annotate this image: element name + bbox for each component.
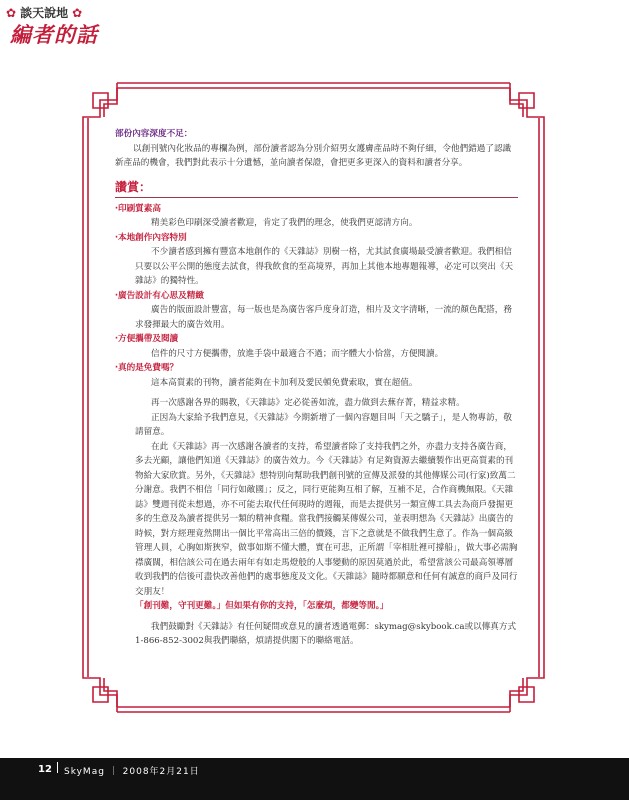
bullet-text-print: 精美彩色印刷深受讀者歡迎，肯定了我們的理念，使我們更認清方向。 [151, 218, 418, 228]
paragraph-support: 在此《天雜誌》再一次感謝各讀者的支持，希望讀者除了支持我們之外，亦盡力支持各廣告商，多去光顧，讓他們知道《天雜誌》的廣告效力。今《天雜誌》有足夠資源去繼續製作出更高質素的刊物給大家欣賞。另外，《天雜誌》想特別向幫助我們創刊號的宣傳及派發的其他傳媒公司(行家)致萬二分謝意。我們不相信「同行如敵國」；反之，同行更能夠互相了解，互補不足，合作商機無限。《天雜誌》雙週刊從未想過，亦不可能去取代任何現時的週報，而是去提供另一類宣傳工具去為商戶發掘更多的生意及為讀者提供另一類的精神食糧。當我們接觸某傳媒公司，並表明想為《天雜誌》出廣告的時候，對方經理竟然開出一個比平常高出三倍的價錢，言下之意就是不做我們生意了。作為一個高級管理人員，心胸如斯狹窄，做事如斯不懂大體，實在可悲，正所謂「宰相肚裡可撐船」，做大事必需胸襟廣闊，相信該公司在過去兩年有如走馬燈般的人事變動的原因莫過於此，希望當該公司最高領導層收到我們的信後可盡快改善他們的處事態度及文化。《天雜誌》隨時都願意和任何有誠意的商戶及同行交朋友！ [135, 441, 518, 597]
praise-heading: 讚賞： [115, 179, 152, 194]
bullet-text-ads: 廣告的版面設計豐富，每一版也是為廣告客戶度身訂造，相片及文字清晰，一流的顏色配搭，務求發揮最大的廣告效用。 [135, 305, 512, 330]
bullet-text-local: 不少讀者感到擁有豐富本地創作的《天雜誌》別樹一格，尤其試食廣場最受讀者歡迎。我們相信只要以公平公開的態度去試食，得我飲食的至高境界，再加上其他本地專題報導，必定可以突出《天雜誌》的獨特性。 [135, 247, 514, 286]
section-script-title: 編者的話 [10, 22, 98, 47]
page-number: 12 [38, 764, 52, 775]
footer-divider [57, 762, 58, 773]
bullet-heading-local: ‧本地創作內容特別 [115, 232, 187, 243]
flower-icon: ✿ [72, 5, 83, 20]
bullet-heading-ads: ‧廣告設計有心思及精緻 [115, 290, 204, 301]
bullet-text-free: 這本高質素的刊物，讀者能夠在卡加利及愛民頓免費索取，實在超值。 [151, 377, 418, 388]
column-title: 談天說地 [20, 6, 69, 20]
bullet-heading-print: ‧印刷質素高 [115, 203, 161, 214]
paragraph-thanks: 再一次感謝各界的賜教，《天雜誌》定必從善如流，盡力做到去蕪存菁，精益求精。 [151, 398, 465, 408]
bullet-heading-free: ‧真的是免費嗎？ [115, 363, 179, 373]
footer-info: SkyMag ｜ 2008年2月21日 [64, 767, 200, 777]
article-body [115, 127, 518, 649]
bullet-heading-portable: ‧方便攜帶及閱讀 [115, 334, 179, 344]
paragraph-new-section: 正因為大家給予我們意見，《天雜誌》今期新增了一個內容題目叫「天之驕子」，是人物專訪，敬請留意。 [135, 412, 512, 437]
paragraph-contact: 我們鼓勵對《天雜誌》有任何疑問或意見的讀者透過電郵：skymag@skybook.ca或以傳真方式 1-866-852-3002與我們聯絡，煩請提供閣下的聯絡電話。 [135, 621, 517, 646]
section-heading-depth: 部份內容深度不足： [115, 129, 193, 139]
page-footer [0, 758, 629, 800]
slogan: 「創刊難，守刊更難。」但如果有你的支持，「怎麼煩，都變等閒。」 [135, 601, 389, 611]
flower-icon: ✿ [6, 5, 17, 20]
bullet-text-portable: 信件的尺寸方便攜帶，放進手袋中最適合不過；而字體大小恰當，方便閱讀。 [151, 348, 444, 359]
paragraph-depth: 以創刊號內化妝品的專欄為例，部份讀者認為分別介紹男女護膚產品時不夠仔細，令他們錯過了認識新產品的機會，我們對此表示十分遺憾，並向讀者保證，會把更多更深入的資料和讀者分享。 [115, 143, 512, 168]
divider [115, 197, 518, 198]
